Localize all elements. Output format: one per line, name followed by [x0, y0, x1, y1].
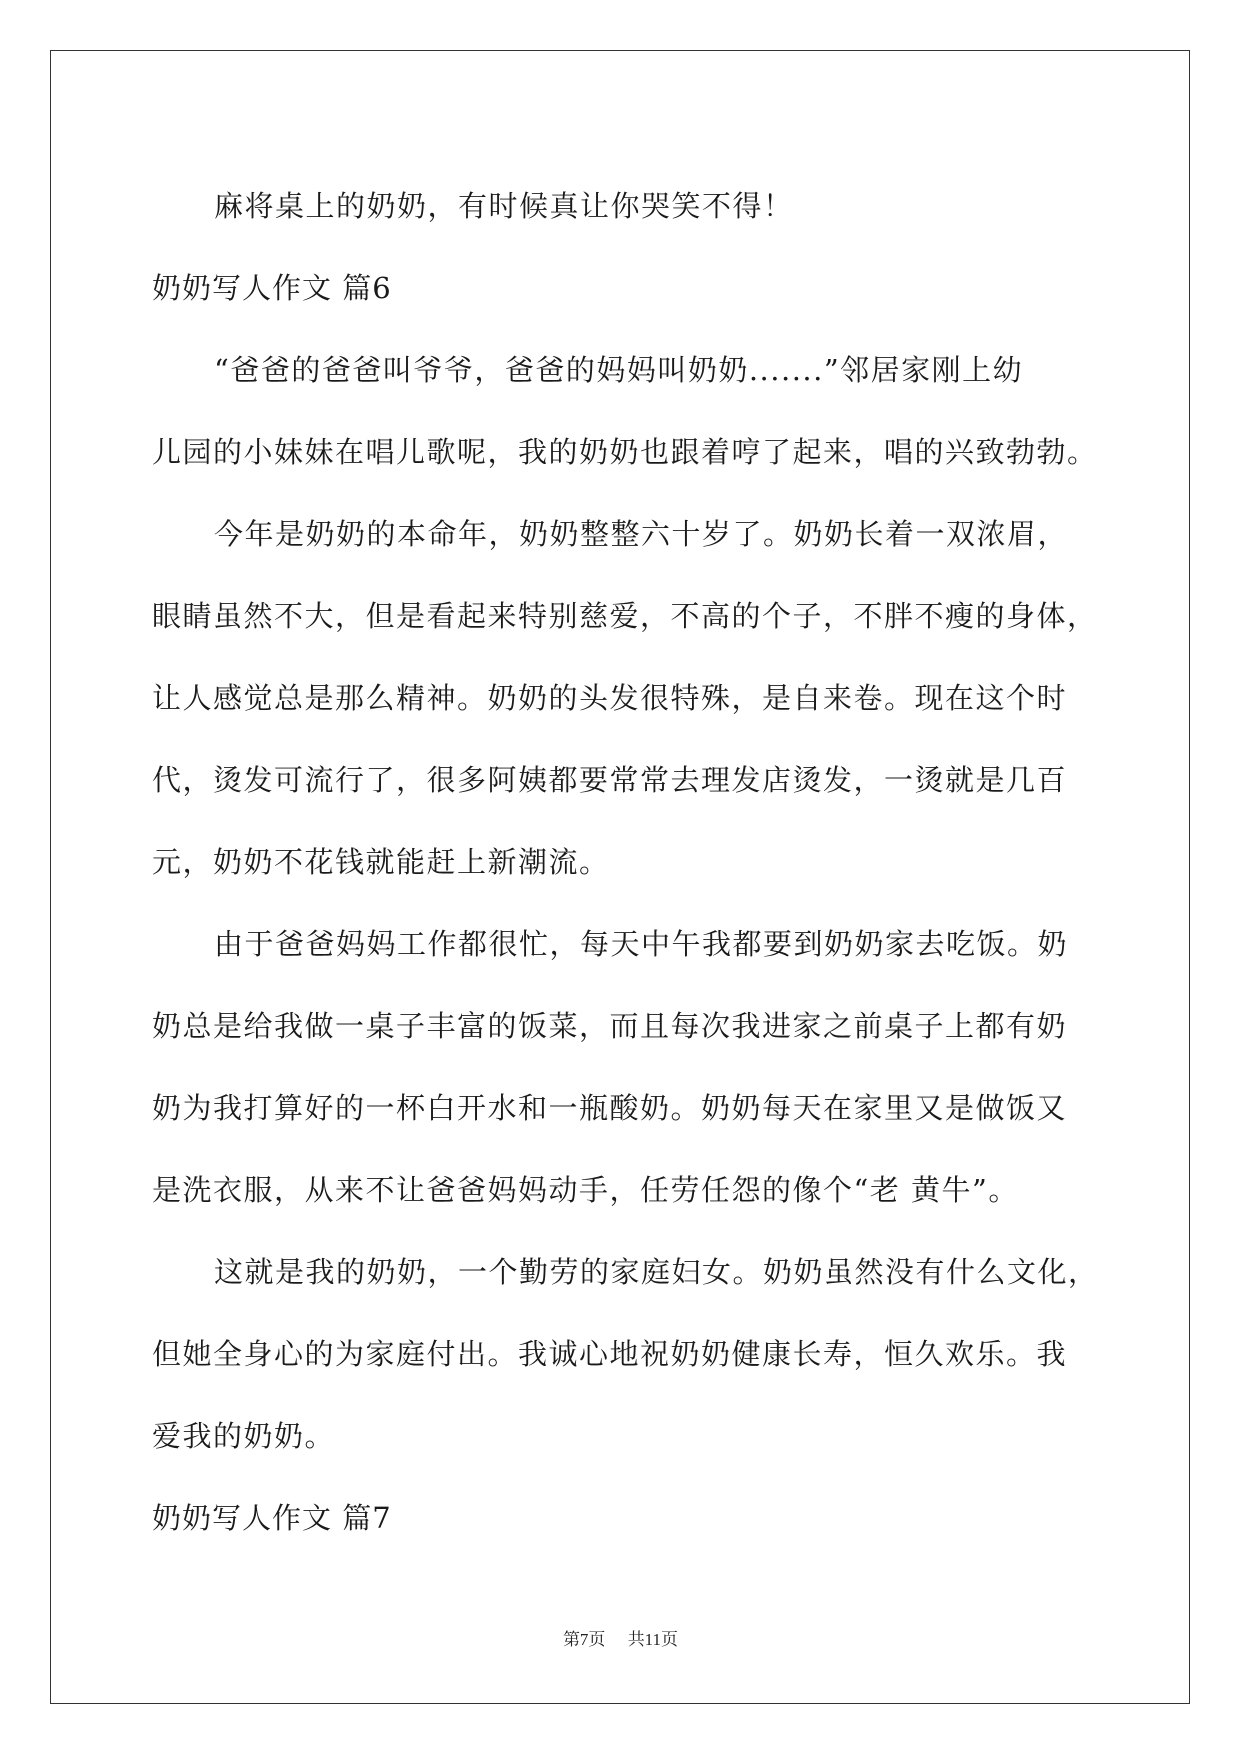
paragraph-line: 这就是我的奶奶，一个勤劳的家庭妇女。奶奶虽然没有什么文化， — [214, 1255, 1099, 1289]
paragraph-line: 奶总是给我做一桌子丰富的饭菜，而且每次我进家之前桌子上都有奶 — [152, 1009, 1068, 1043]
paragraph-line: 元，奶奶不花钱就能赶上新潮流。 — [152, 845, 610, 879]
section-heading: 奶奶写人作文 篇7 — [152, 1501, 392, 1535]
paragraph-line: 代，烫发可流行了，很多阿姨都要常常去理发店烫发，一烫就是几百 — [152, 763, 1068, 797]
page-number-total: 共11页 — [627, 1630, 679, 1649]
document-body — [152, 165, 1099, 1559]
paragraph-line: 爱我的奶奶。 — [152, 1419, 336, 1453]
paragraph-line: 奶为我打算好的一杯白开水和一瓶酸奶。奶奶每天在家里又是做饭又 — [152, 1091, 1068, 1125]
section-heading: 奶奶写人作文 篇6 — [152, 271, 392, 305]
page-number-current: 第7页 — [562, 1630, 606, 1649]
paragraph-line: 今年是奶奶的本命年，奶奶整整六十岁了。奶奶长着一双浓眉， — [214, 517, 1069, 551]
paragraph-line: 是洗衣服，从来不让爸爸妈妈动手，任劳任怨的像个“老 黄牛”。 — [152, 1173, 1019, 1207]
paragraph-line: 眼睛虽然不大，但是看起来特别慈爱，不高的个子，不胖不瘦的身体， — [152, 599, 1098, 633]
paragraph-line: 但她全身心的为家庭付出。我诚心地祝奶奶健康长寿，恒久欢乐。我 — [152, 1337, 1068, 1371]
paragraph-line: 儿园的小妹妹在唱儿歌呢，我的奶奶也跟着哼了起来，唱的兴致勃勃。 — [152, 435, 1098, 469]
page-footer — [0, 1625, 1241, 1650]
paragraph-line: 由于爸爸妈妈工作都很忙，每天中午我都要到奶奶家去吃饭。奶 — [214, 927, 1069, 961]
paragraph-line: 让人感觉总是那么精神。奶奶的头发很特殊，是自来卷。现在这个时 — [152, 681, 1068, 715]
paragraph-line: “爸爸的爸爸叫爷爷，爸爸的妈妈叫奶奶.......”邻居家刚上幼 — [214, 353, 1024, 387]
paragraph-line: 麻将桌上的奶奶，有时候真让你哭笑不得！ — [214, 189, 794, 223]
